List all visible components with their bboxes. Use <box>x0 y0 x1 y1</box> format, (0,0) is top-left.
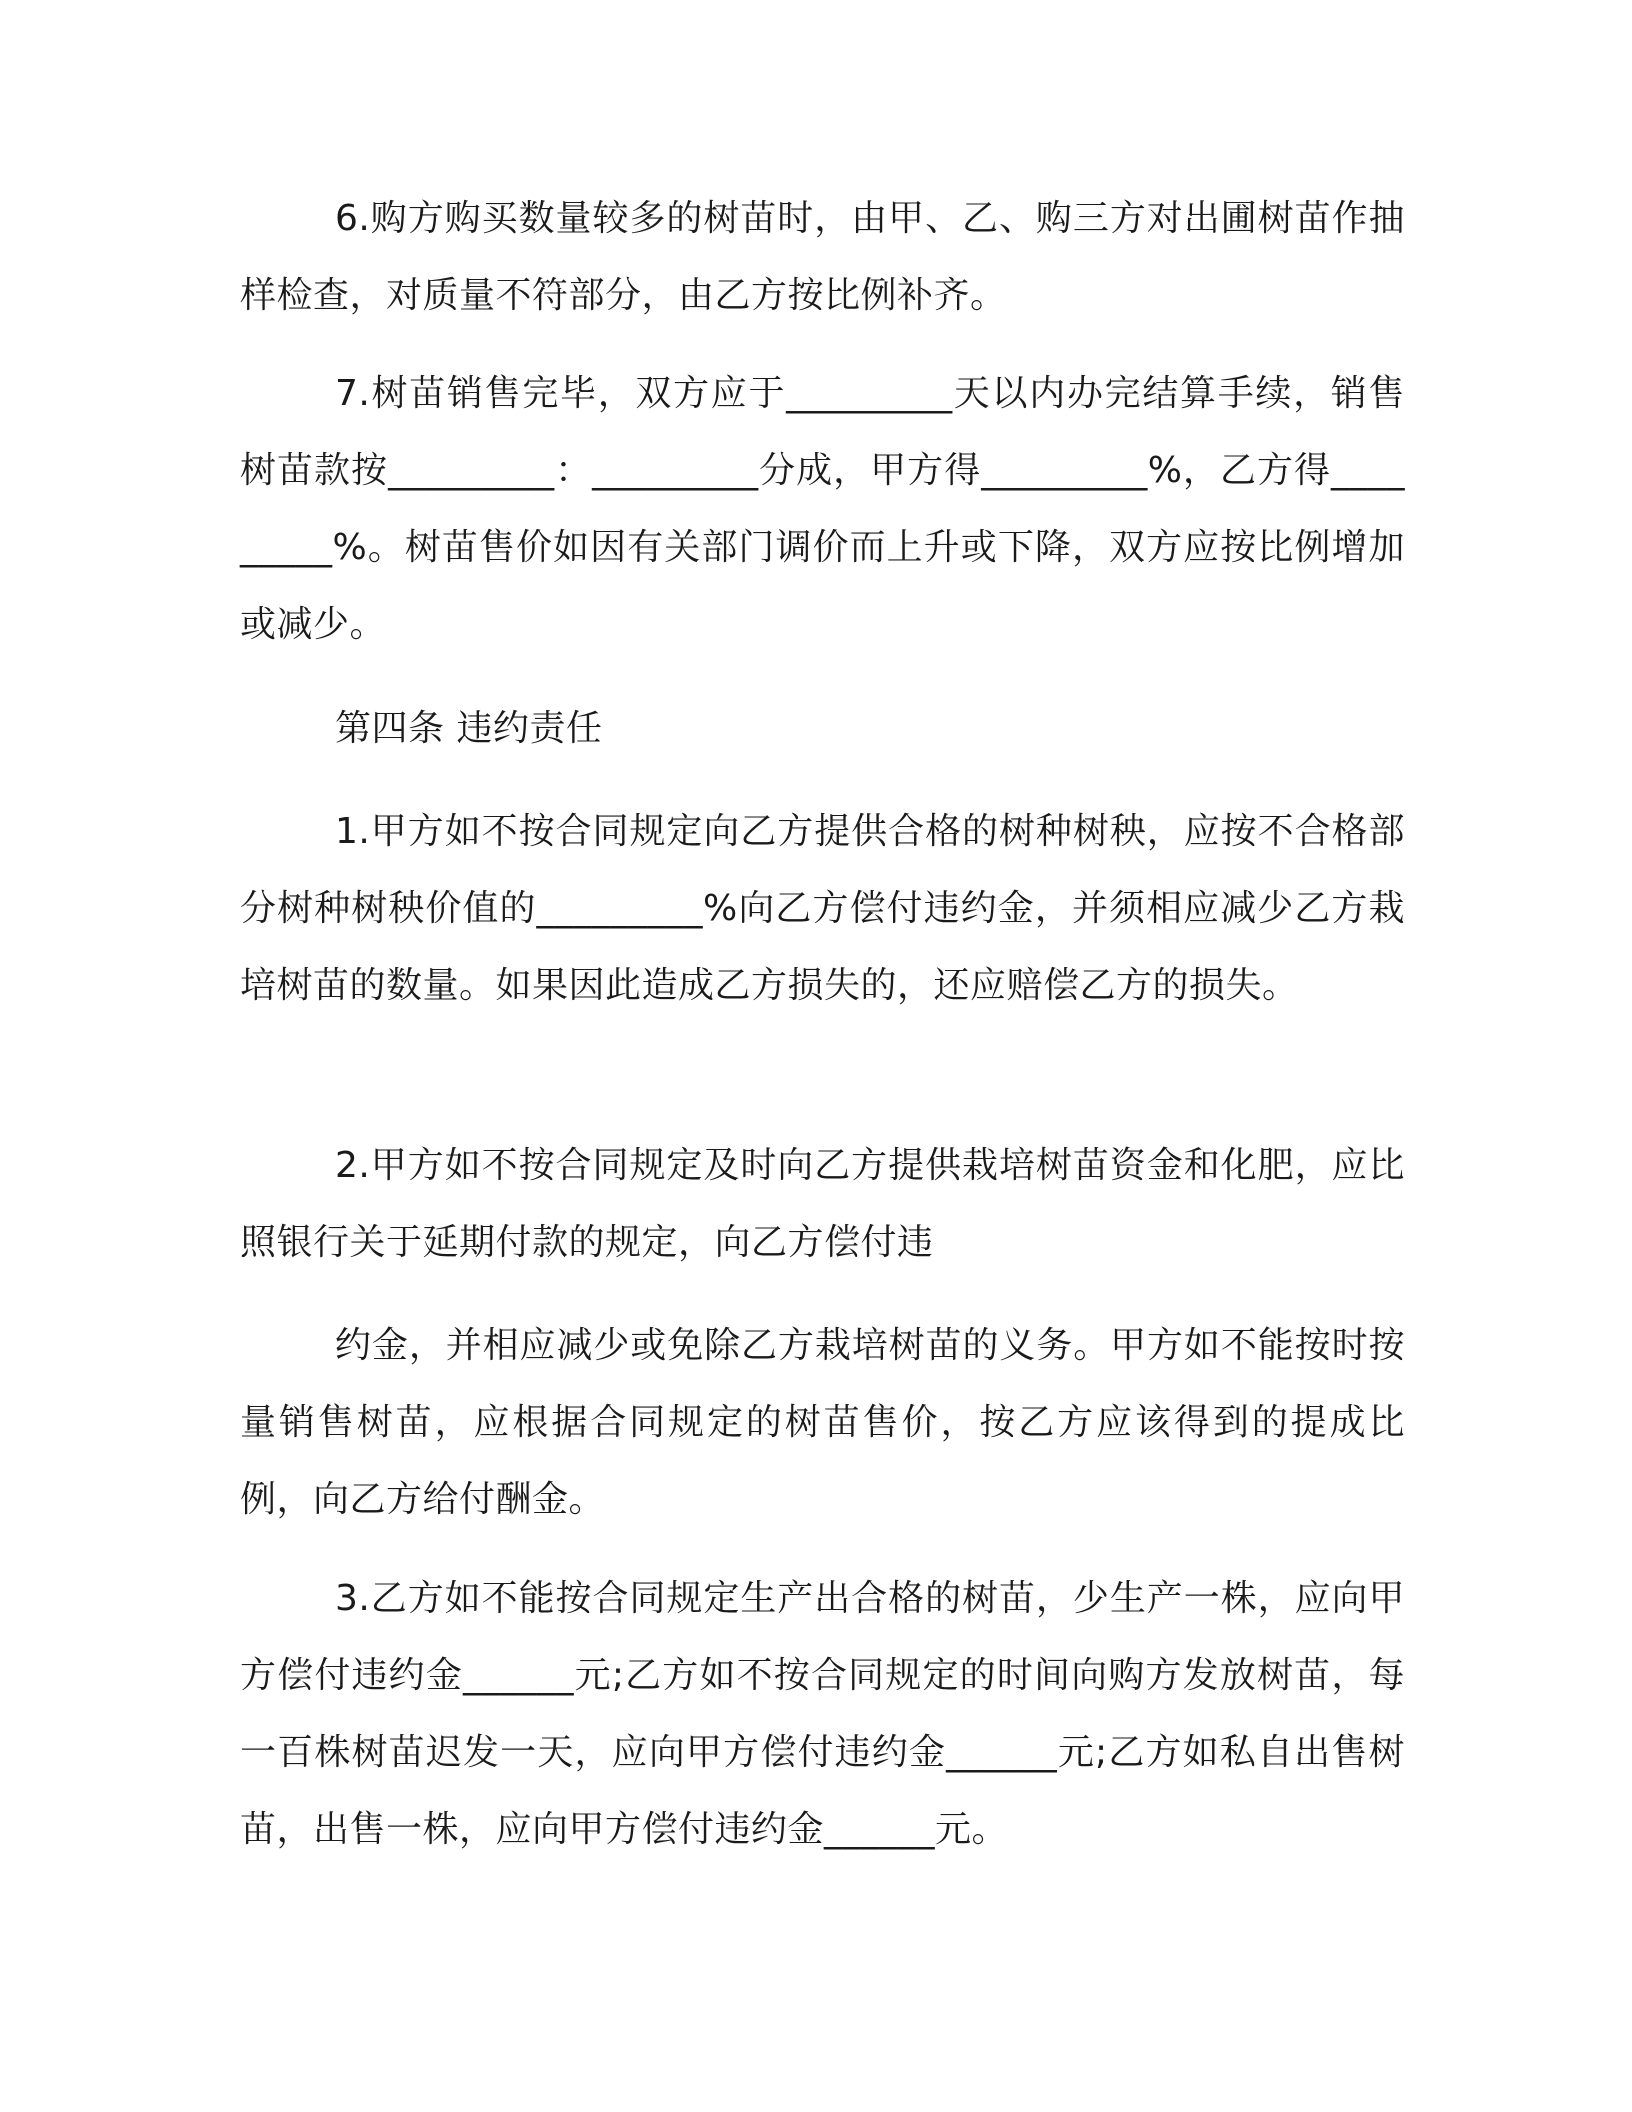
paragraph-item-7-settlement: 7.树苗销售完毕，双方应于_________天以内办完结算手续，销售树苗款按_________：_________分成，甲方得_________%，乙方得_________%。树苗售价如因有关部门调价而上升或下降，双方应按比例增加或减少。 <box>240 373 1405 645</box>
paragraph-breach-2-continued: 约金，并相应减少或免除乙方栽培树苗的义务。甲方如不能按时按量销售树苗，应根据合同规定的树苗售价，按乙方应该得到的提成比例，向乙方给付酬金。 <box>240 1325 1405 1520</box>
paragraph-breach-3: 3.乙方如不能按合同规定生产出合格的树苗，少生产一株，应向甲方偿付违约金______元;乙方如不按合同规定的时间向购方发放树苗，每一百株树苗迟发一天，应向甲方偿付违约金______元;乙方如私自出售树苗，出售一株，应向甲方偿付违约金______元。 <box>240 1578 1405 1850</box>
section-heading: 第四条 违约责任 <box>335 708 603 749</box>
paragraph-breach-2: 2.甲方如不按合同规定及时向乙方提供栽培树苗资金和化肥，应比照银行关于延期付款的规定，向乙方偿付违 <box>240 1145 1405 1263</box>
paragraph-item-6-inspection: 6.购方购买数量较多的树苗时，由甲、乙、购三方对出圃树苗作抽样检查，对质量不符部分，由乙方按比例补齐。 <box>240 198 1405 316</box>
paragraph-breach-1: 1.甲方如不按合同规定向乙方提供合格的树种树秧，应按不合格部分树种树秧价值的_________%向乙方偿付违约金，并须相应减少乙方栽培树苗的数量。如果因此造成乙方损失的，还应赔偿乙方的损失。 <box>240 811 1405 1006</box>
